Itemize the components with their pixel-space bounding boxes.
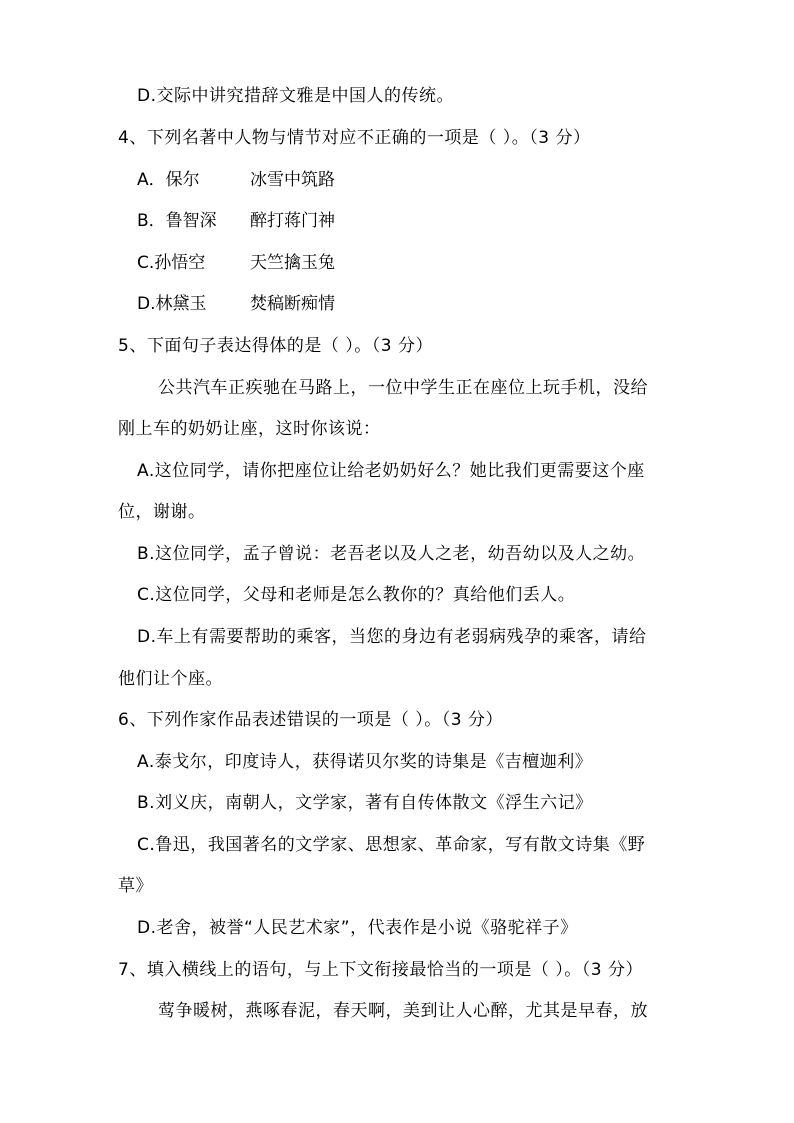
q4-option-a-text: 冰雪中筑路 — [250, 170, 335, 190]
q7-stem: 7、填入横线上的语句，与上下文衔接最恰当的一项是（ ）。（3 分） — [118, 960, 643, 980]
q6-option-c-line2: 草》 — [118, 876, 153, 896]
q4-option-b-label: B．鲁智深 — [137, 211, 217, 231]
q4-option-c-text: 天竺擒玉兔 — [250, 253, 335, 273]
q4-option-c-label: C.孙悟空 — [137, 253, 206, 273]
q7-passage-line1: 莺争暖树，燕啄春泥，春天啊，美到让人心醉，尤其是早春，放 — [158, 1001, 648, 1021]
q4-option-d-label: D.林黛玉 — [137, 294, 207, 314]
q3-option-d: D.交际中讲究措辞文雅是中国人的传统。 — [137, 86, 454, 106]
q4-option-b-text: 醉打蒋门神 — [250, 211, 335, 231]
q5-option-d-line1: D.车上有需要帮助的乘客，当您的身边有老弱病残孕的乘客，请给 — [137, 627, 647, 647]
q6-option-a: A.泰戈尔，印度诗人，获得诺贝尔奖的诗集是《吉檀迦利》 — [137, 752, 593, 772]
q6-option-b: B.刘义庆，南朝人，文学家，著有自传体散文《浮生六记》 — [137, 793, 593, 813]
q5-passage-line2: 刚上车的奶奶让座，这时你该说： — [118, 419, 381, 439]
q5-option-b: B.这位同学，孟子曾说：老吾老以及人之老，幼吾幼以及人之幼。 — [137, 544, 646, 564]
q5-stem: 5、下面句子表达得体的是（ ）。（3 分） — [118, 336, 433, 356]
q4-stem: 4、下列名著中人物与情节对应不正确的一项是（ ）。（3 分） — [118, 128, 591, 148]
q4-option-a-label: A．保尔 — [137, 170, 200, 190]
q5-option-a-line1: A.这位同学，请你把座位让给老奶奶好么？她比我们更需要这个座 — [137, 461, 645, 481]
q6-stem: 6、下列作家作品表述错误的一项是（ ）。（3 分） — [118, 710, 503, 730]
q6-option-d: D.老舍，被誉“人民艺术家”，代表作是小说《骆驼祥子》 — [137, 918, 578, 938]
q4-option-d-text: 焚稿断痴情 — [250, 294, 335, 314]
q5-option-d-line2: 他们让个座。 — [118, 669, 223, 689]
q6-option-c-line1: C.鲁迅，我国著名的文学家、思想家、革命家，写有散文诗集《野 — [137, 835, 646, 855]
q5-passage-line1: 公共汽车正疾驰在马路上，一位中学生正在座位上玩手机，没给 — [158, 378, 648, 398]
q5-option-c: C.这位同学，父母和老师是怎么教你的？真给他们丢人。 — [137, 585, 576, 605]
q5-option-a-line2: 位，谢谢。 — [118, 502, 206, 522]
